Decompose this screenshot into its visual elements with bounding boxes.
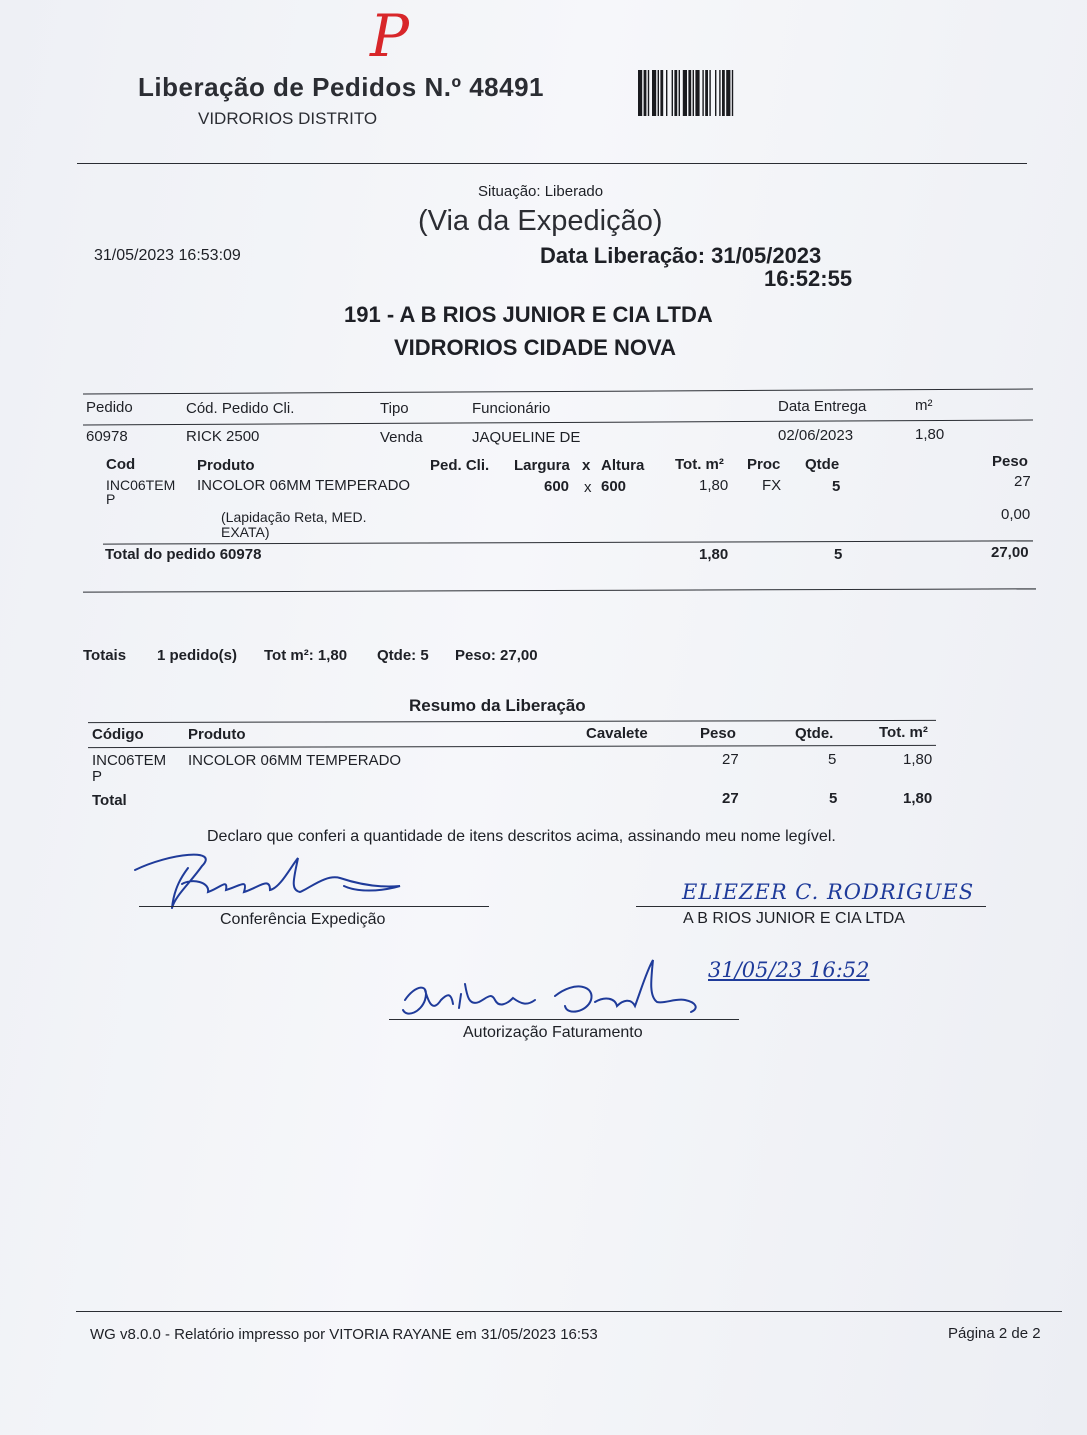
item-cod-line1: INC06TEM — [106, 477, 176, 493]
summary-row-codigo-line1: INC06TEM — [92, 752, 167, 769]
customer-name: 191 - A B RIOS JUNIOR E CIA LTDA — [344, 302, 713, 327]
barcode-bar — [648, 70, 649, 116]
barcode-bar — [695, 70, 699, 116]
order-funcionario: JAQUELINE DE — [472, 429, 581, 446]
item-proc: FX — [762, 477, 782, 494]
barcode-bar — [679, 70, 680, 116]
item-header-largura: Largura — [514, 457, 570, 474]
release-date: Data Liberação: 31/05/2023 — [540, 243, 822, 268]
order-total-peso: 27,00 — [991, 544, 1029, 561]
summary-header-cavalete: Cavalete — [586, 725, 648, 742]
declaration-text: Declaro que conferi a quantidade de itens descritos acima, assinando meu nome legível. — [207, 828, 836, 845]
footer-rule — [76, 1311, 1062, 1312]
order-total-rule — [103, 540, 1033, 544]
summary-row-codigo-line2: P — [92, 768, 103, 785]
order-m2: 1,80 — [915, 426, 945, 443]
barcode-bar — [652, 70, 656, 116]
item-header-produto: Produto — [197, 457, 255, 474]
item-note-line2: EXATA) — [221, 524, 270, 540]
totals-qtde: Qtde: 5 — [377, 647, 429, 664]
item-cod-line2: P — [106, 491, 116, 507]
order-total-tot-m2: 1,80 — [699, 546, 729, 563]
order-header-tipo: Tipo — [380, 400, 409, 417]
signature-line-left — [139, 906, 489, 907]
item-peso: 27 — [1014, 473, 1031, 490]
order-total-qtde: 5 — [834, 546, 843, 563]
item-header-ped-cli: Ped. Cli. — [430, 457, 490, 474]
order-total-label: Total do pedido 60978 — [105, 546, 262, 563]
order-cod-cli: RICK 2500 — [186, 428, 260, 445]
totals-peso: Peso: 27,00 — [455, 647, 538, 664]
order-data-entrega: 02/06/2023 — [778, 427, 854, 444]
handwritten-date: 31/05/23 16:52 — [708, 958, 870, 982]
item-header-proc: Proc — [747, 456, 781, 473]
order-top-rule — [83, 389, 1033, 395]
barcode-bar — [722, 70, 725, 116]
order-header-data-entrega: Data Entrega — [778, 398, 867, 415]
item-qtde: 5 — [832, 478, 841, 495]
item-largura: 600 — [544, 478, 570, 495]
customer-store: VIDRORIOS CIDADE NOVA — [394, 335, 676, 360]
item-header-tot-m2: Tot. m² — [675, 456, 724, 473]
totals-tot-m2: Tot m²: 1,80 — [264, 647, 348, 664]
barcode-bar — [666, 70, 667, 116]
handwritten-mark: P — [370, 2, 410, 70]
barcode-bar — [705, 70, 708, 116]
summary-total-label: Total — [92, 792, 127, 809]
order-bottom-rule — [83, 588, 1036, 592]
summary-header-peso: Peso — [700, 725, 736, 742]
footer-left: WG v8.0.0 - Relatório impresso por VITORIA RAYANE em 31/05/2023 16:53 — [90, 1326, 598, 1343]
barcode-bar — [638, 70, 642, 116]
barcode — [638, 70, 808, 116]
summary-row-tot-m2: 1,80 — [903, 751, 933, 768]
item-altura: 600 — [601, 478, 627, 495]
barcode-bar — [674, 70, 677, 116]
order-header-m2: m² — [915, 397, 933, 414]
item-note-peso: 0,00 — [1001, 506, 1031, 523]
item-header-altura: Altura — [601, 457, 645, 474]
document-subtitle: VIDRORIOS DISTRITO — [198, 109, 378, 128]
item-x: x — [584, 479, 592, 496]
summary-header-produto: Produto — [188, 726, 246, 743]
order-tipo: Venda — [380, 429, 423, 446]
summary-header-codigo: Código — [92, 726, 144, 743]
order-header-pedido: Pedido — [86, 399, 133, 416]
order-header-rule — [83, 420, 1033, 426]
barcode-bar — [644, 70, 647, 116]
header-divider — [77, 163, 1027, 164]
document-title: Liberação de Pedidos N.º 48491 — [138, 72, 544, 102]
via-title: (Via da Expedição) — [418, 205, 663, 237]
summary-header-rule — [88, 745, 936, 748]
order-pedido: 60978 — [86, 428, 128, 445]
summary-title: Resumo da Liberação — [409, 696, 586, 715]
status-text: Situação: Liberado — [478, 183, 604, 200]
summary-top-rule — [88, 720, 936, 723]
order-header-funcionario: Funcionário — [472, 400, 551, 417]
signature-label-left: Conferência Expedição — [220, 911, 386, 928]
barcode-bar — [715, 70, 716, 116]
barcode-bar — [693, 70, 694, 116]
summary-total-tot-m2: 1,80 — [903, 790, 933, 807]
totals-label: Totais — [83, 647, 127, 664]
item-header-x: x — [582, 457, 591, 474]
footer-page: Página 2 de 2 — [948, 1325, 1041, 1342]
barcode-bar — [709, 70, 710, 116]
barcode-bar — [688, 70, 691, 116]
signature-line-right — [636, 906, 986, 907]
signature-label-auth: Autorização Faturamento — [463, 1024, 643, 1041]
summary-total-peso: 27 — [722, 790, 739, 807]
barcode-bar — [660, 70, 663, 116]
summary-row-produto: INCOLOR 06MM TEMPERADO — [188, 752, 402, 769]
signature-handwritten-right: ELIEZER C. RODRIGUES — [682, 880, 975, 904]
barcode-bar — [672, 70, 673, 116]
item-header-peso: Peso — [992, 453, 1028, 470]
summary-row-peso: 27 — [722, 751, 739, 768]
barcode-bar — [726, 70, 730, 116]
signature-line-auth — [389, 1019, 739, 1020]
barcode-bar — [658, 70, 659, 116]
item-header-qtde: Qtde — [805, 456, 840, 473]
item-tot-m2: 1,80 — [699, 477, 729, 494]
barcode-bar — [719, 70, 720, 116]
totals-pedidos: 1 pedido(s) — [157, 647, 238, 664]
summary-header-tot-m2: Tot. m² — [879, 724, 928, 741]
barcode-bar — [683, 70, 687, 116]
summary-header-qtde: Qtde. — [795, 725, 834, 742]
signature-conferencia — [130, 848, 430, 918]
order-header-cod-cli: Cód. Pedido Cli. — [186, 400, 295, 417]
item-note-line1: (Lapidação Reta, MED. — [221, 509, 367, 525]
item-produto: INCOLOR 06MM TEMPERADO — [197, 477, 411, 494]
signature-label-right: A B RIOS JUNIOR E CIA LTDA — [683, 910, 905, 927]
item-header-cod: Cod — [106, 456, 136, 473]
barcode-bar — [732, 70, 733, 116]
barcode-bar — [702, 70, 703, 116]
release-time: 16:52:55 — [764, 266, 853, 291]
printed-at: 31/05/2023 16:53:09 — [94, 247, 241, 264]
summary-total-qtde: 5 — [829, 790, 838, 807]
summary-row-qtde: 5 — [828, 751, 837, 768]
